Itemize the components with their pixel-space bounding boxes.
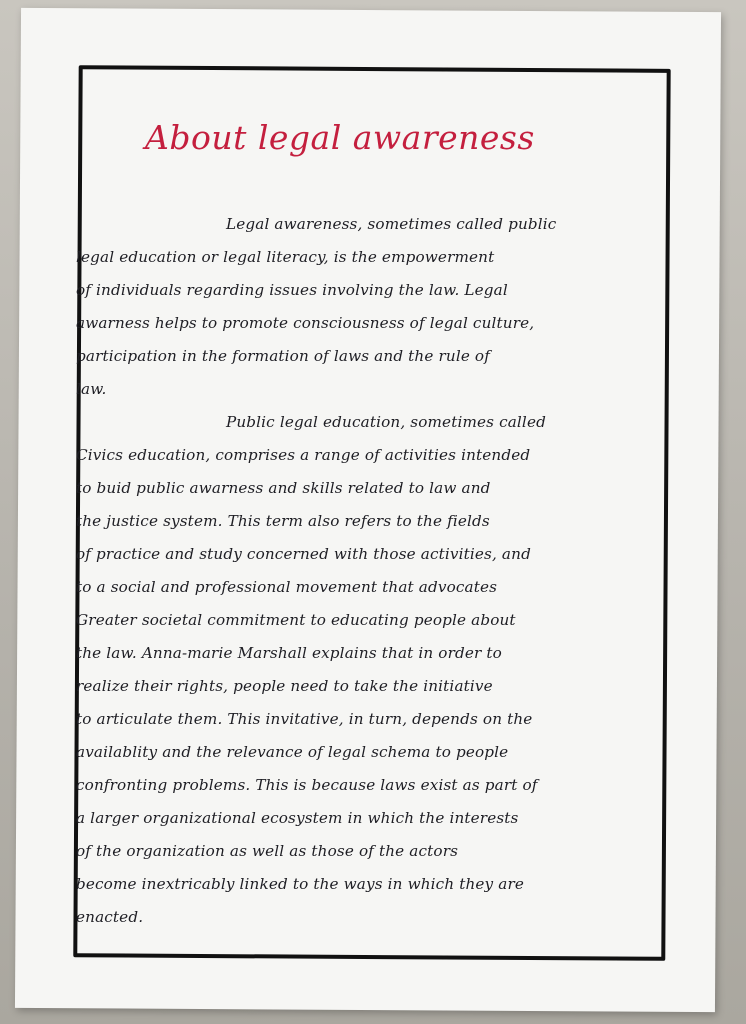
text-line: confronting problems. This is because laws exist as part of: [76, 776, 538, 794]
text-line: to buid public awarness and skills related to law and: [76, 479, 491, 497]
text-line: become inextricably linked to the ways in which they are: [76, 875, 525, 893]
text-line: realize their rights, people need to take the initiative: [76, 677, 493, 695]
text-line: the law. Anna-marie Marshall explains that in order to: [76, 644, 502, 662]
text-line: the justice system. This term also refers to the fields: [76, 512, 490, 530]
text-line: Greater societal commitment to educating people about: [76, 611, 516, 629]
text-line: awarness helps to promote consciousness of legal culture,: [76, 314, 535, 332]
text-line: legal education or legal literacy, is the empowerment: [76, 248, 495, 266]
text-line: law.: [76, 380, 107, 398]
text-line: to a social and professional movement that advocates: [76, 578, 498, 596]
text-line: Civics education, comprises a range of activities intended: [76, 446, 531, 464]
text-line: of the organization as well as those of the actors: [76, 842, 459, 860]
text-line: to articulate them. This invitative, in turn, depends on the: [76, 710, 533, 728]
text-line: Legal awareness, sometimes called public: [226, 215, 557, 233]
page-title: About legal awareness: [145, 118, 535, 157]
text-line: participation in the formation of laws and the rule of: [76, 347, 491, 365]
text-line: of individuals regarding issues involving the law. Legal: [76, 281, 508, 299]
text-line: Public legal education, sometimes called: [226, 413, 546, 431]
text-line: a larger organizational ecosystem in which the interests: [76, 809, 519, 827]
text-line: availablity and the relevance of legal schema to people: [76, 743, 509, 761]
text-line: of practice and study concerned with those activities, and: [76, 545, 531, 563]
essay-body: [76, 208, 636, 934]
text-line: enacted.: [76, 908, 144, 926]
